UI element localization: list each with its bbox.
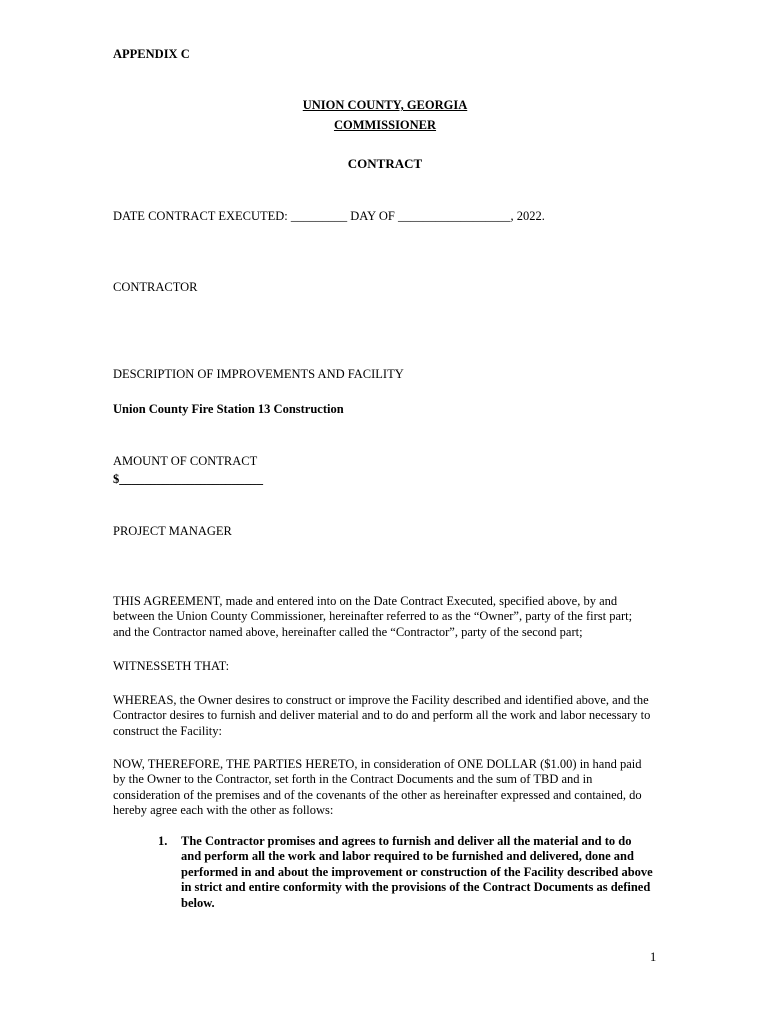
paragraph-line: between the Union County Commissioner, hereinafter referred to as the “Owner”, party of the first part;	[113, 609, 633, 624]
paragraph-line: by the Owner to the Contractor, set forth in the Contract Documents and the sum of TBD and in	[113, 772, 593, 787]
list-item-number: 1.	[158, 834, 168, 848]
contract-title: CONTRACT	[347, 156, 423, 171]
header-commissioner: COMMISSIONER	[333, 118, 437, 132]
contractor-label: CONTRACTOR	[113, 280, 198, 294]
paragraph-line: construct the Facility:	[113, 723, 223, 738]
list-item-line: performed in and about the improvement or construction of the Facility described above	[181, 864, 653, 879]
paragraph-line: THIS AGREEMENT, made and entered into on the Date Contract Executed, specified above, by and	[113, 594, 618, 608]
list-item-line: and perform all the work and labor required to be furnished and delivered, done and	[181, 849, 634, 864]
date-executed-field: DATE CONTRACT EXECUTED: _________ DAY OF __________________, 2022.	[113, 209, 545, 223]
paragraph-line: NOW, THEREFORE, THE PARTIES HERETO, in consideration of ONE DOLLAR ($1.00) in hand paid	[113, 757, 642, 771]
list-item-line: below.	[181, 895, 215, 910]
paragraph-line: Contractor desires to furnish and deliver material and to do and perform all the work and labor necessary to	[113, 708, 651, 723]
amount-label: AMOUNT OF CONTRACT	[113, 454, 258, 468]
project-manager-label: PROJECT MANAGER	[113, 524, 232, 538]
amount-value: $_______________________	[113, 472, 263, 486]
paragraph-line: hereby agree each with the other as follows:	[113, 803, 334, 818]
now-therefore-paragraph	[113, 757, 673, 819]
paragraph-line: consideration of the premises and of the covenants of the other as hereinafter expressed and contained, do	[113, 787, 642, 802]
witnesseth-heading: WITNESSETH THAT:	[113, 659, 230, 673]
appendix-label: APPENDIX C	[113, 47, 190, 61]
list-item	[181, 834, 661, 911]
agreement-paragraph	[113, 594, 673, 640]
list-item-line: The Contractor promises and agrees to furnish and deliver all the material and to do	[181, 834, 632, 848]
whereas-paragraph	[113, 693, 673, 739]
paragraph-line: and the Contractor named above, hereinafter called the “Contractor”, party of the second part;	[113, 624, 583, 639]
header-county: UNION COUNTY, GEORGIA	[302, 98, 468, 112]
description-label: DESCRIPTION OF IMPROVEMENTS AND FACILITY	[113, 367, 404, 381]
paragraph-line: WHEREAS, the Owner desires to construct or improve the Facility described and identified above, and the	[113, 693, 649, 707]
description-value: Union County Fire Station 13 Construction	[113, 402, 344, 416]
list-item-line: in strict and entire conformity with the provisions of the Contract Documents as defined	[181, 880, 651, 895]
page-number: 1	[650, 950, 657, 964]
